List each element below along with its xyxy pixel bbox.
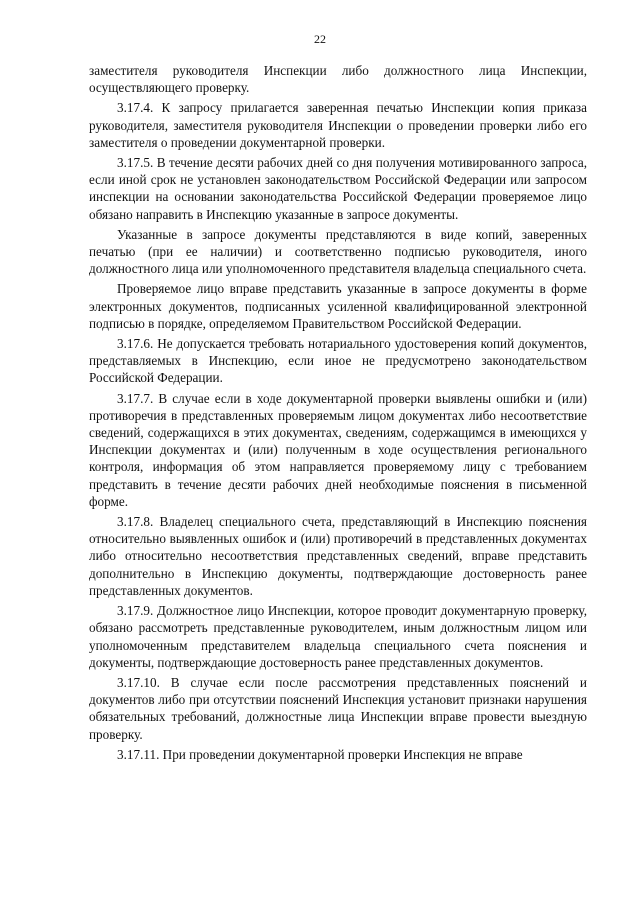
paragraph-3-17-6: 3.17.6. Не допускается требовать нотариального удостоверения копий документов, представляемых в Инспекцию, если иное не предусмотрено законодательством Российской Федерации. xyxy=(89,336,587,386)
paragraph-continuation: заместителя руководителя Инспекции либо должностного лица Инспекции, осуществляющего проверку. xyxy=(89,63,587,96)
paragraph-3-17-4: 3.17.4. К запросу прилагается заверенная печатью Инспекции копия приказа руководителя, заместителя руководителя Инспекции о проведении проверки либо его заместителя о проведении документарной проверки. xyxy=(89,100,587,150)
paragraph-3-17-9: 3.17.9. Должностное лицо Инспекции, которое проводит документарную проверку, обязано рассмотреть представленные руководителем, иным должностным лицом или уполномоченным представителем владельца специального счета пояснения и документы, подтверждающие достоверность ранее представленных документов. xyxy=(89,603,587,670)
paragraph-3-17-11: 3.17.11. При проведении документарной проверки Инспекция не вправе xyxy=(117,746,523,762)
paragraph-3-17-5: 3.17.5. В течение десяти рабочих дней со дня получения мотивированного запроса, если иной срок не установлен законодательством Российской Федерации или запросом инспекции на основании законодательства Российской Федерации проверяемое лицо обязано направить в Инспекцию указанные в запросе документы. xyxy=(89,155,587,222)
paragraph-3-17-7: 3.17.7. В случае если в ходе документарной проверки выявлены ошибки и (или) противоречия в представленных проверяемым лицом документах либо несоответствие сведений, содержащихся в этих документах, сведениям, содержащимся в имеющихся у Инспекции документах и (или) полученным в ходе осуществления регионального контроля, информация об этом направляется проверяемому лицу с требованием представить в течение десяти рабочих дней необходимые пояснения в письменной форме. xyxy=(89,390,587,509)
paragraph-3-17-8: 3.17.8. Владелец специального счета, представляющий в Инспекцию пояснения относительно выявленных ошибок и (или) противоречий в представленных документах либо относительно несоответствия представленных сведений, вправе представить дополнительно в Инспекцию документы, подтверждающие достоверность ранее представленных документов. xyxy=(89,514,587,598)
page-number: 22 xyxy=(314,32,326,46)
paragraph-electronic-documents: Проверяемое лицо вправе представить указанные в запросе документы в форме электронных документов, подписанных усиленной квалифицированной электронной подписью в порядке, определяемом Правительством Российской Федерации. xyxy=(89,281,587,331)
paragraph-3-17-10: 3.17.10. В случае если после рассмотрения представленных пояснений и документов либо при отсутствии пояснений Инспекция установит признаки нарушения обязательных требований, должностные лица Инспекции вправе провести выездную проверку. xyxy=(89,674,587,742)
document-body xyxy=(89,62,587,766)
paragraph-documents-copies: Указанные в запросе документы представляются в виде копий, заверенных печатью (при ее наличии) и соответственно подписью руководителя, иного должностного лица или уполномоченного представителя владельца специального счета. xyxy=(89,226,587,277)
